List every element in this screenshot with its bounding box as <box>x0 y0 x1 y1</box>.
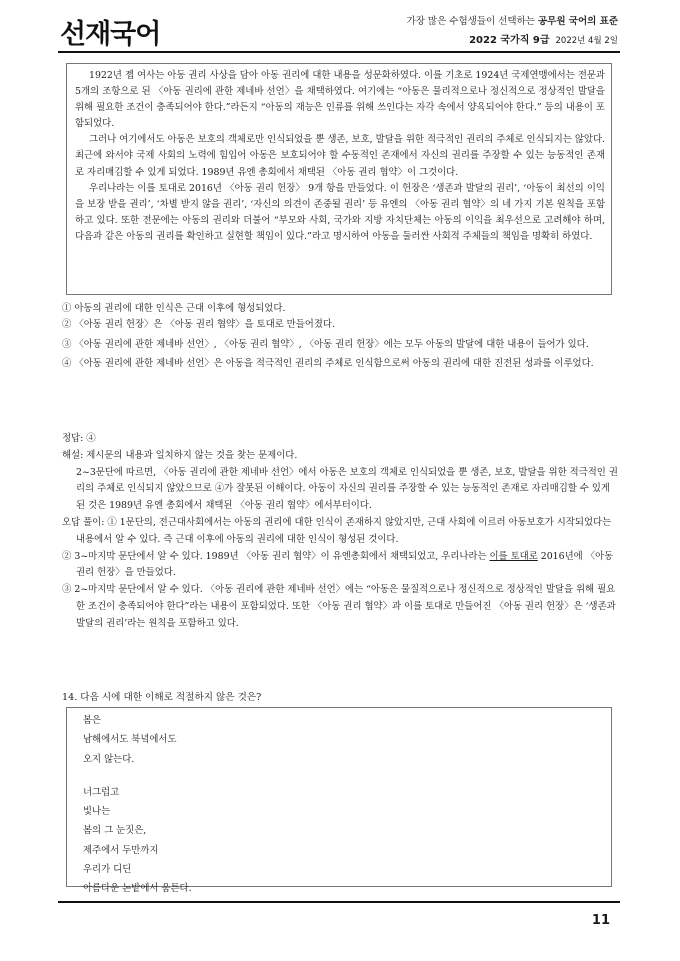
choice-3: ③ 〈아동 권리에 관한 제네바 선언〉, 〈아동 권리 협약〉, 〈아동 권리 헌장〉에는 모두 아동의 발달에 대한 내용이 들어가 있다. <box>62 338 589 350</box>
exam-date: 2022년 4월 2일 <box>555 36 618 46</box>
publisher-logo: 선재국어 <box>60 19 161 50</box>
reading-passage-box <box>66 63 612 295</box>
header-tagline <box>407 13 618 27</box>
stanza-gap <box>83 769 611 783</box>
explanation-body: 2~3문단에 따르면, 〈아동 권리에 관한 제네바 선언〉에서 아동은 보호의 객체로 인식되었을 뿐 생존, 보호, 발달을 위한 적극적인 권리의 주체로 인식되지 않았으므로 ④가 잘못된 이해이다. 아동이 자신의 권리를 주장할 수 있는 능동적인 존재로 자리매김할 수 있게 된 것은 1989년 유엔 총회에서 채택된 〈아동 권리 협약〉에서부터이다. <box>76 466 618 512</box>
poem-line: 남해에서도 북녘에서도 <box>83 734 177 746</box>
footer-rule <box>58 901 620 903</box>
poem-line: 봄은 <box>83 715 102 726</box>
wrong-answer-1: 오답 풀이: ① 1문단의, 전근대사회에서는 아동의 권리에 대한 인식이 존재하지 않았지만, 근대 사회에 이르러 아동보호가 시작되었다는 내용에서 알 수 있다. 즉 근대 이후에 아동의 권리에 대한 인식이 형성된 것이다. <box>62 516 612 545</box>
wrong-answer-3: ③ 2~마지막 문단에서 알 수 있다. 〈아동 권리에 관한 제네바 선언〉에는 “아동은 물질적으로나 정신적으로 정상적인 발달을 위해 필요한 조건이 충족되어야 한다”라는 내용이 포함되었다. 또한 〈아동 권리 협약〉과 이를 토대로 만들어진 〈아동 권리 헌장〉은 ‘생존과 발달의 권리’라는 원칙을 포함하고 있다. <box>62 584 616 629</box>
exam-title: 2022 국가직 9급 <box>469 35 550 46</box>
poem-line: 우리가 디딘 <box>83 864 132 876</box>
answer-explanation <box>62 431 620 633</box>
wrong-answer-2 <box>62 549 620 583</box>
passage-paragraph: 1922년 젭 여사는 아동 권리 사상을 담아 아동 권리에 대한 내용을 성문화하였다. 이를 기초로 1924년 국제연맹에서는 전문과 5개의 조항으로 된 〈아동 권리에 관한 제네바 선언〉을 채택하였다. 여기에는 “아동은 물리적으로나 정신적으로 정상적인 발달을 위해 필요한 조건이 충족되어야 한다.”라든지 “아동의 재능은 인류를 위해 쓰인다는 자각 속에서 양육되어야 한다.” 등의 내용이 포함되었다. <box>75 70 605 130</box>
choice-4: ④ 〈아동 권리에 관한 제네바 선언〉은 아동을 적극적인 권리의 주체로 인식함으로써 아동의 권리에 대한 진전된 성과를 이루었다. <box>62 358 594 370</box>
header-rule <box>58 51 620 53</box>
poem-line: 제주에서 두만까지 <box>83 844 159 856</box>
page-number: 11 <box>591 913 610 928</box>
question-14: 14. 다음 시에 대한 이해로 적절하지 않은 것은? <box>62 692 262 703</box>
passage-paragraph: 그러나 여기에서도 아동은 보호의 객체로만 인식되었을 뿐 생존, 보호, 발달을 위한 적극적인 권리의 주체로 인식되지는 않았다. 최근에 와서야 국제 사회의 노력에 힘입어 아동은 보호되어야 할 수동적인 존재에서 자신의 권리를 주장할 수 있는 능동적인 존재로 자리매김할 수 있게 되었다. 1989년 유엔 총회에서 채택된 〈아동 권리 협약〉이 그것이다. <box>75 134 605 178</box>
correct-answer: 정답: ④ <box>62 433 96 444</box>
choice-2: ② 〈아동 권리 헌장〉은 〈아동 권리 협약〉을 토대로 만들어졌다. <box>62 319 335 331</box>
wrong2-underlined: 이를 토대로 <box>489 550 538 562</box>
explanation-head: 해설: 제시문의 내용과 일치하지 않는 것을 찾는 문제이다. <box>62 449 298 461</box>
poem-box <box>66 707 612 895</box>
poem-line: 오지 않는다. <box>83 753 135 765</box>
passage-paragraph: 우리나라는 이를 토대로 2016년 〈아동 권리 헌장〉 9개 항을 만들었다. 이 헌장은 ‘생존과 발달의 권리’, ‘아동이 최선의 이익을 보장 받을 권리’, ‘차별 받지 않을 권리’, ‘자신의 의견이 존중될 권리’ 등 유엔의 〈아동 권리 협약〉의 네 가지 기본 원칙을 포함하고 있다. 또한 전문에는 아동의 권리와 더불어 “부모와 사회, 국가와 지방 자치단체는 아동의 이익을 최우선으로 고려해야 하며, 다음과 같은 아동의 권리를 확인하고 실현할 책임이 있다.”라고 명시하여 아동을 둘러싼 사회적 주체들의 책임을 명확히 하였다. <box>75 182 605 242</box>
choice-1: ① 아동의 권리에 대한 인식은 근대 이후에 형성되었다. <box>62 303 286 314</box>
page-header <box>0 0 680 58</box>
answer-choices <box>62 301 620 373</box>
poem-line: 너그럽고 <box>83 786 120 798</box>
poem-line: 빛나는 <box>83 806 111 818</box>
wrong2-pre: ② 3~마지막 문단에서 알 수 있다. 1989년 〈아동 권리 협약〉이 유엔총회에서 채택되었고, 우리나라는 <box>62 550 487 562</box>
tagline-prefix: 가장 많은 수험생들이 선택하는 <box>406 16 535 27</box>
poem-line: 봄의 그 눈짓은, <box>83 825 147 837</box>
wrong2-post: 2016년에 〈아동 권리 헌장〉을 만들었다. <box>76 550 614 579</box>
poem-line: 아름다운 논밭에서 움튼다. <box>83 883 192 895</box>
exam-info <box>469 31 618 46</box>
tagline-bold: 공무원 국어의 표준 <box>537 16 618 27</box>
